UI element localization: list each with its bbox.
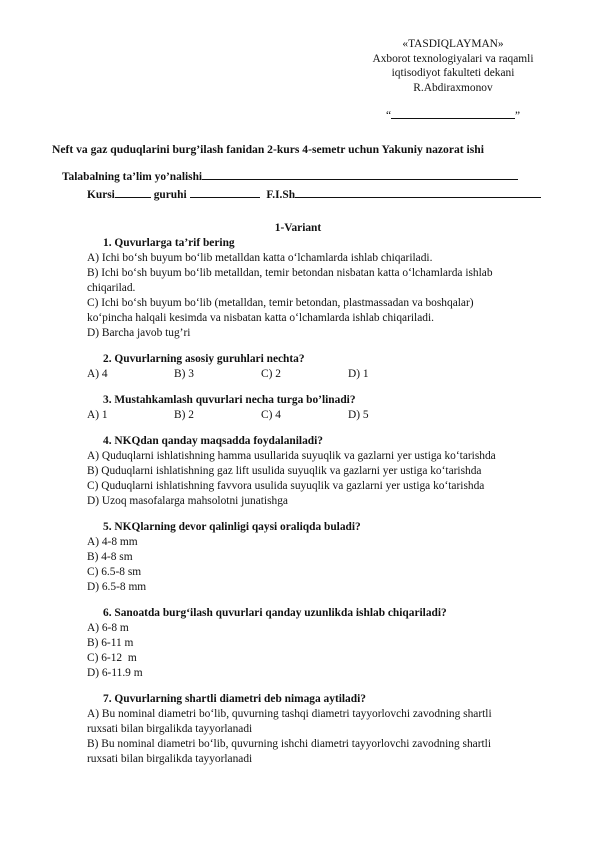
question-title: 1. Quvurlarga ta’rif bering [103,237,235,249]
document-title: Neft va gaz quduqlarini burg’ilash fanidan 2-kurs 4-semetr uchun Yakuniy nazorat ishi [52,143,484,156]
question-5 [87,520,567,595]
option: D) Uzoq masofalarga mahsolotni junatishga [87,495,288,507]
option: C) Ichi bo‘sh buyum bo‘lib (metalldan, temir betondan, plastmassadan va boshqalar) [87,297,474,309]
course-label: Kursi [87,189,115,201]
direction-blank [202,169,518,180]
option: B) 4-8 sm [87,551,133,563]
option: B) Bu nominal diametri bo‘lib, quvurning ishchi diametri tayyorlovchi zavodning shartli [87,738,491,750]
option: D) 6.5-8 mm [87,581,147,593]
signature-open-quote: “ [385,110,391,122]
option: C) 6-12 m [87,652,137,664]
question-2 [87,352,567,382]
option: D) 6-11.9 m [87,667,143,679]
group-blank [190,187,260,198]
question-title: 6. Sanoatda burg‘ilash quvurlari qanday uzunlikda ishlab chiqariladi? [103,607,447,619]
questions [87,236,567,778]
option: B) Quduqlarni ishlatishning gaz lift usulida suyuqlik va gazlarni yer ustiga ko‘tarishda [87,465,482,477]
option: A) Quduqlarni ishlatishning hamma usullarida suyuqlik va gazlarni yer ustiga ko‘tarishda [87,450,496,462]
options-row [87,408,567,423]
approval-line-2: iqtisodiyot fakulteti dekani [391,67,515,79]
course-field [87,187,541,203]
question-7 [87,692,567,767]
option: A) 4-8 mm [87,536,138,548]
option: A) Ichi bo‘sh buyum bo‘lib metalldan katta o‘lchamlarda ishlab chiqariladi. [87,252,433,264]
question-6 [87,606,567,681]
option: B) 3 [174,368,194,380]
question-4 [87,434,567,509]
direction-label: Talabalning ta’lim yo’nalishi [62,171,203,183]
option: D) 1 [348,368,369,380]
approval-line-1: Axborot texnologiyalari va raqamli [372,52,534,65]
option: C) Quduqlarni ishlatishning favvora usulida suyuqlik va gazlarni yer ustiga ko‘tarishda [87,480,485,492]
option: D) 5 [348,409,369,421]
approval-block [348,37,558,124]
course-blank [115,187,151,198]
option: A) Bu nominal diametri bo‘lib, quvurning tashqi diametri tayyorlovchi zavodning shartli [87,708,492,720]
option: A) 4 [87,368,108,380]
name-blank [295,187,541,198]
option: C) 4 [261,409,281,421]
question-title: 3. Mustahkamlash quvurlari necha turga bo’linadi? [103,394,356,406]
option-continuation: ruxsati bilan birgalikda tayyorlanadi [87,753,253,765]
question-3 [87,393,567,423]
option-continuation: ko‘pincha halqali kesimda va nisbatan katta o‘lchamlarda ishlab chiqariladi. [87,312,434,324]
signature-blank [391,108,515,119]
group-label: guruhi [153,189,187,201]
question-title: 5. NKQlarning devor qalinligi qaysi oraliqda buladi? [103,521,361,533]
option: A) 6-8 m [87,622,129,634]
option: C) 6.5-8 sm [87,566,142,578]
question-title: 7. Quvurlarning shartli diametri deb nimaga aytiladi? [103,693,366,705]
question-1 [87,236,567,341]
name-label: F.I.Sh [266,189,296,201]
approval-heading: «TASDIQLAYMAN» [402,38,504,50]
option-continuation: ruxsati bilan birgalikda tayyorlanadi [87,723,253,735]
signature-close-quote: ” [515,110,521,122]
option: B) 6-11 m [87,637,134,649]
approval-name: R.Abdiraxmonov [413,81,493,94]
option: C) 2 [261,368,281,380]
question-title: 4. NKQdan qanday maqsadda foydalaniladi? [103,435,323,447]
option: B) Ichi bo‘sh buyum bo‘lib metalldan, temir betondan nisbatan katta o‘lchamlarda ishlab [87,267,493,279]
question-title: 2. Quvurlarning asosiy guruhlari nechta? [103,353,305,365]
variant-heading: 1-Variant [274,222,322,234]
signature-line [348,108,558,124]
direction-field [62,169,518,185]
option: A) 1 [87,409,108,421]
option-continuation: chiqarilad. [87,282,136,294]
option: D) Barcha javob tug’ri [87,327,191,339]
option: B) 2 [174,409,194,421]
options-row [87,367,567,382]
